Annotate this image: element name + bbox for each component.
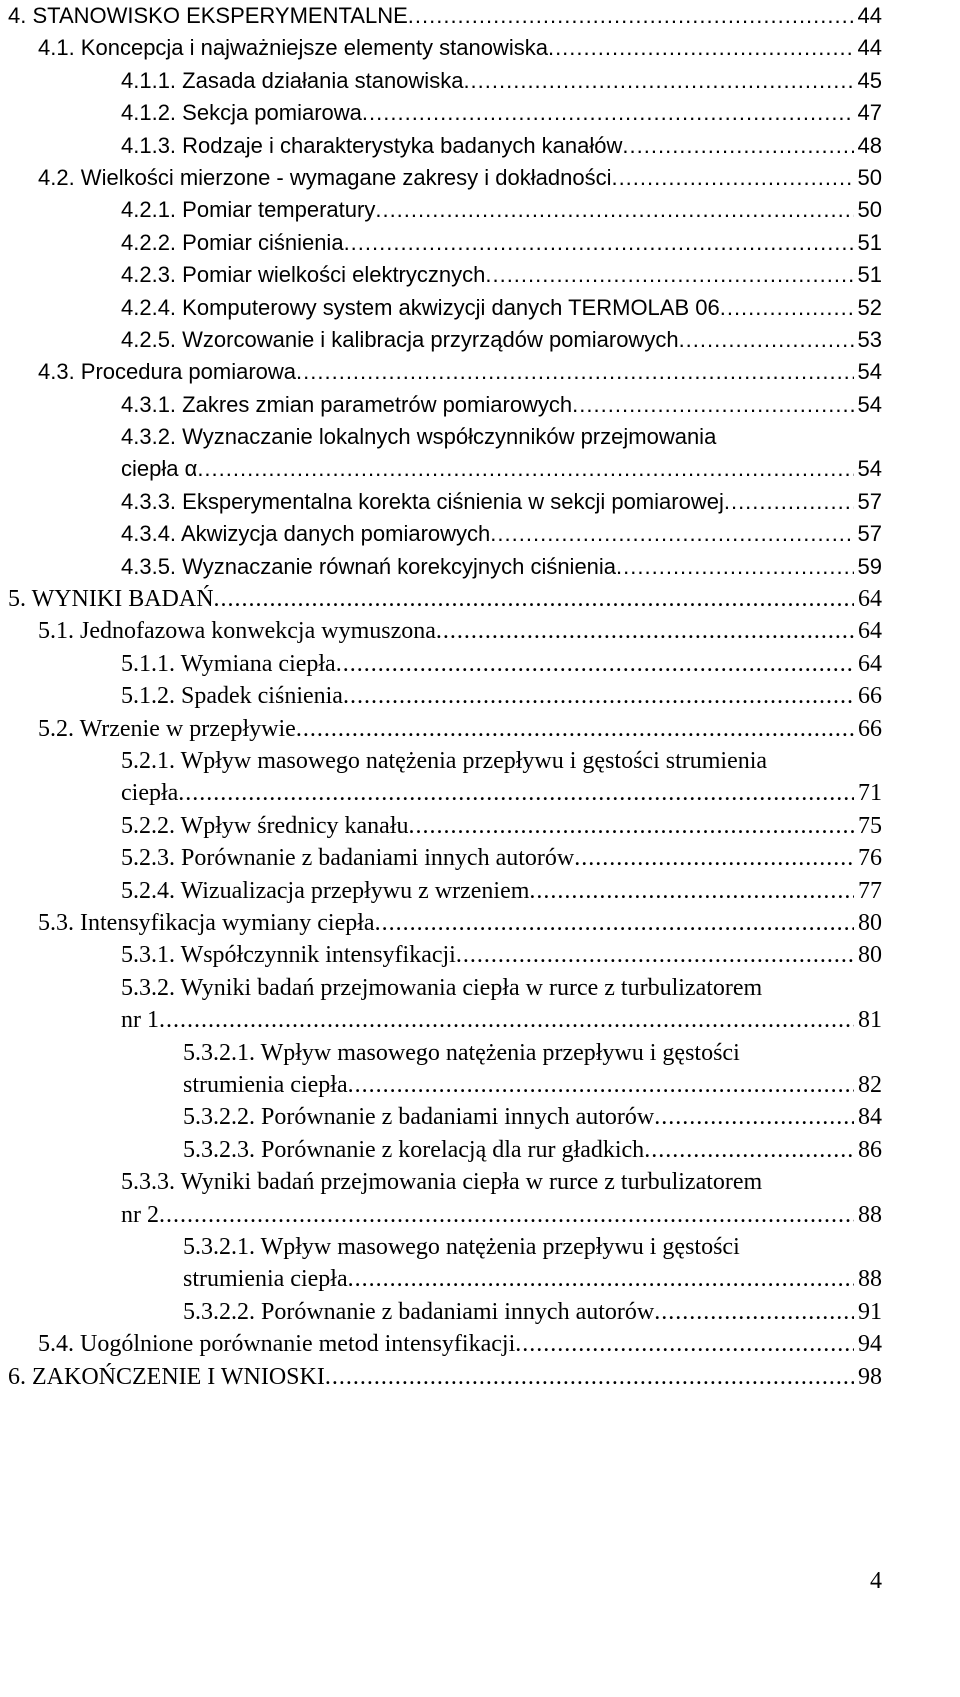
dot-leader xyxy=(348,1263,854,1295)
toc-entry-page: 82 xyxy=(858,1071,882,1098)
dot-leader xyxy=(485,259,853,291)
dot-leader xyxy=(159,1004,854,1036)
dot-leader xyxy=(463,65,853,97)
toc-entry[interactable] xyxy=(0,745,882,810)
toc-entry[interactable] xyxy=(0,292,882,324)
toc-entry-title: 4.2.5. Wzorcowanie i kalibracja przyrządów pomiarowych xyxy=(121,326,679,352)
toc-entry[interactable] xyxy=(0,0,882,32)
toc-entry-title-continued: ciepła α xyxy=(121,456,198,482)
toc-entry-page: 44 xyxy=(857,3,882,28)
dot-leader xyxy=(409,810,855,842)
toc-entry-page: 57 xyxy=(857,488,882,514)
toc-entry[interactable] xyxy=(0,1361,882,1393)
toc-entry[interactable] xyxy=(0,1134,882,1166)
toc-entry[interactable] xyxy=(0,939,882,971)
toc-entry-title: 5.2.2. Wpływ średnicy kanału xyxy=(121,812,409,839)
toc-entry-title: 5.1.2. Spadek ciśnienia xyxy=(121,683,343,710)
toc-entry-title: 5.4. Uogólnione porównanie metod intensyfikacji xyxy=(38,1331,516,1358)
toc-entry-title: 4.1.2. Sekcja pomiarowa xyxy=(121,100,362,126)
dot-leader xyxy=(159,1199,854,1231)
toc-entry[interactable] xyxy=(0,1328,882,1360)
toc-entry-page: 77 xyxy=(858,877,882,904)
toc-entry-title: 4.1.1. Zasada działania stanowiska xyxy=(121,67,464,93)
toc-entry-title: 4.3.4. Akwizycja danych pomiarowych xyxy=(121,521,491,547)
dot-leader xyxy=(296,713,854,745)
toc-entry-title: 5.3.2.1. Wpływ masowego natężenia przepływu i gęstości xyxy=(183,1233,740,1260)
dot-leader xyxy=(611,162,853,194)
toc-entry[interactable] xyxy=(0,1037,882,1102)
toc-entry-title-continued: strumienia ciepła xyxy=(183,1071,348,1098)
toc-entry-page: 88 xyxy=(858,1201,882,1228)
toc-entry-title-continued: ciepła xyxy=(121,780,179,807)
toc-entry-page: 75 xyxy=(858,812,882,839)
dot-leader xyxy=(362,97,854,129)
toc-entry-title-continued: nr 1 xyxy=(121,1007,159,1034)
dot-leader xyxy=(720,292,854,324)
toc-entry-title: 5.1. Jednofazowa konwekcja wymuszona xyxy=(38,618,436,645)
toc-entry-page: 51 xyxy=(857,229,882,255)
toc-entry-title: 4.1.3. Rodzaje i charakterystyka badanych kanałów xyxy=(121,132,623,158)
toc-entry-title: 4.2.4. Komputerowy system akwizycji danych TERMOLAB 06 xyxy=(121,294,720,320)
toc-entry-title: 4.2.2. Pomiar ciśnienia xyxy=(121,229,344,255)
toc-entry-title: 4.3.2. Wyznaczanie lokalnych współczynników przejmowania xyxy=(121,424,717,450)
toc-entry[interactable] xyxy=(0,356,882,388)
toc-entry-page: 88 xyxy=(858,1266,882,1293)
toc-entry-page: 52 xyxy=(857,294,882,320)
toc-entry-title: 4.1. Koncepcja i najważniejsze elementy stanowiska xyxy=(38,35,548,61)
toc-entry[interactable] xyxy=(0,648,882,680)
dot-leader xyxy=(408,0,854,32)
toc-entry-page: 44 xyxy=(857,35,882,61)
toc-entry-title: 4.2.1. Pomiar temperatury xyxy=(121,197,376,223)
dot-leader xyxy=(456,939,854,971)
dot-leader xyxy=(336,648,854,680)
dot-leader xyxy=(679,324,854,356)
toc-entry[interactable] xyxy=(0,1166,882,1231)
dot-leader xyxy=(572,389,853,421)
toc-entry[interactable] xyxy=(0,1231,882,1296)
dot-leader xyxy=(622,130,853,162)
dot-leader xyxy=(654,1101,854,1133)
toc-entry-page: 50 xyxy=(857,197,882,223)
dot-leader xyxy=(529,875,854,907)
toc-entry-page: 48 xyxy=(857,132,882,158)
toc-entry-page: 98 xyxy=(858,1363,882,1390)
toc-entry-title: 5.2.3. Porównanie z badaniami innych autorów xyxy=(121,845,575,872)
dot-leader xyxy=(515,1328,854,1360)
toc-entry-title: 5.3.2.2. Porównanie z badaniami innych autorów xyxy=(183,1298,655,1325)
toc-entry[interactable] xyxy=(0,389,882,421)
page-number: 4 xyxy=(870,1568,882,1594)
toc-entry[interactable] xyxy=(0,130,882,162)
toc-entry-page: 81 xyxy=(858,1007,882,1034)
toc-entry-title: 4.2. Wielkości mierzone - wymagane zakresy i dokładności xyxy=(38,164,612,190)
toc-entry-title: 4.3.5. Wyznaczanie równań korekcyjnych ciśnienia xyxy=(121,553,617,579)
toc-entry[interactable] xyxy=(0,615,882,647)
toc-entry[interactable] xyxy=(0,227,882,259)
toc-entry-title: 5.3.2. Wyniki badań przejmowania ciepła w rurce z turbulizatorem xyxy=(121,974,763,1001)
toc-entry-page: 47 xyxy=(857,100,882,126)
toc-entry-page: 51 xyxy=(857,262,882,288)
toc-entry[interactable] xyxy=(0,486,882,518)
toc-entry-page: 80 xyxy=(858,942,882,969)
toc-entry-page: 45 xyxy=(857,67,882,93)
toc-entry-title: 5.3.1. Współczynnik intensyfikacji xyxy=(121,942,456,969)
toc-entry[interactable] xyxy=(0,32,882,64)
toc-entry-page: 94 xyxy=(858,1331,882,1358)
toc-entry[interactable] xyxy=(0,583,882,615)
toc-entry-title: 5.3. Intensyfikacja wymiany ciepła xyxy=(38,909,375,936)
dot-leader xyxy=(375,194,853,226)
toc-entry[interactable] xyxy=(0,972,882,1037)
toc-entry-title: 5.3.3. Wyniki badań przejmowania ciepła w rurce z turbulizatorem xyxy=(121,1169,763,1196)
toc-entry-page: 53 xyxy=(857,326,882,352)
toc-entry[interactable] xyxy=(0,259,882,291)
toc-entry[interactable] xyxy=(0,810,882,842)
dot-leader xyxy=(490,518,853,550)
toc-entry[interactable] xyxy=(0,1296,882,1328)
dot-leader xyxy=(724,486,854,518)
dot-leader xyxy=(654,1296,854,1328)
toc-entry-title: 6. ZAKOŃCZENIE I WNIOSKI xyxy=(8,1363,325,1390)
toc-entry-page: 66 xyxy=(858,715,882,742)
dot-leader xyxy=(344,227,854,259)
toc-entry-page: 64 xyxy=(858,650,882,677)
dot-leader xyxy=(616,551,853,583)
toc-entry-title: 5.3.2.2. Porównanie z badaniami innych autorów xyxy=(183,1104,655,1131)
toc-entry-page: 54 xyxy=(857,456,882,482)
toc-entry[interactable] xyxy=(0,324,882,356)
toc-entry-title: 4. STANOWISKO EKSPERYMENTALNE xyxy=(8,3,408,28)
dot-leader xyxy=(343,680,854,712)
toc-entry-page: 91 xyxy=(858,1298,882,1325)
dot-leader xyxy=(214,583,854,615)
toc-entry[interactable] xyxy=(0,97,882,129)
toc-entry-title: 5.3.2.1. Wpływ masowego natężenia przepływu i gęstości xyxy=(183,1039,740,1066)
dot-leader xyxy=(436,615,854,647)
toc-entry-title: 4.3. Procedura pomiarowa xyxy=(38,359,297,385)
toc-entry[interactable] xyxy=(0,842,882,874)
toc-entry-page: 86 xyxy=(858,1136,882,1163)
toc-entry-title: 5.2. Wrzenie w przepływie xyxy=(38,715,296,742)
dot-leader xyxy=(548,32,854,64)
dot-leader xyxy=(375,907,854,939)
toc-entry-page: 66 xyxy=(858,683,882,710)
dot-leader xyxy=(296,356,853,388)
toc-entry-page: 80 xyxy=(858,909,882,936)
toc-entry-page: 76 xyxy=(858,845,882,872)
dot-leader xyxy=(574,842,854,874)
toc-entry[interactable] xyxy=(0,713,882,745)
toc-entry-title: 4.3.1. Zakres zmian parametrów pomiarowych xyxy=(121,391,573,417)
toc-entry-title: 4.2.3. Pomiar wielkości elektrycznych xyxy=(121,262,486,288)
toc-entry[interactable] xyxy=(0,421,882,486)
toc-entry-title-continued: nr 2 xyxy=(121,1201,159,1228)
toc-entry-title: 5.3.2.3. Porównanie z korelacją dla rur gładkich xyxy=(183,1136,645,1163)
toc-entry-page: 57 xyxy=(857,521,882,547)
toc-entry-title: 4.3.3. Eksperymentalna korekta ciśnienia w sekcji pomiarowej xyxy=(121,488,724,514)
toc-entry-page: 84 xyxy=(858,1104,882,1131)
toc-entry-page: 64 xyxy=(858,618,882,645)
toc-entry-page: 54 xyxy=(857,391,882,417)
toc-entry[interactable] xyxy=(0,1101,882,1133)
toc-entry-title: 5.2.1. Wpływ masowego natężenia przepływu i gęstości strumienia xyxy=(121,748,768,774)
toc-entry-title: 5.2.4. Wizualizacja przepływu z wrzeniem xyxy=(121,877,530,904)
dot-leader xyxy=(197,453,853,485)
toc-entry-title-continued: strumienia ciepła xyxy=(183,1266,348,1293)
toc-entry-page: 64 xyxy=(858,586,882,613)
dot-leader xyxy=(644,1134,854,1166)
dot-leader xyxy=(348,1069,854,1101)
toc-entry[interactable] xyxy=(0,194,882,226)
dot-leader xyxy=(325,1361,854,1393)
toc-entry[interactable] xyxy=(0,162,882,194)
toc-entry[interactable] xyxy=(0,680,882,712)
toc-entry-title: 5.1.1. Wymiana ciepła xyxy=(121,650,336,677)
toc-entry-page: 59 xyxy=(857,553,882,579)
toc-entry-page: 71 xyxy=(858,780,882,807)
toc-entry-page: 50 xyxy=(857,164,882,190)
toc-entry[interactable] xyxy=(0,551,882,583)
toc-entry[interactable] xyxy=(0,875,882,907)
toc-entry[interactable] xyxy=(0,907,882,939)
toc-entry-title: 5. WYNIKI BADAŃ xyxy=(8,586,214,613)
toc-entry-page: 54 xyxy=(857,359,882,385)
dot-leader xyxy=(178,777,854,809)
toc-entry[interactable] xyxy=(0,518,882,550)
toc-entry[interactable] xyxy=(0,65,882,97)
